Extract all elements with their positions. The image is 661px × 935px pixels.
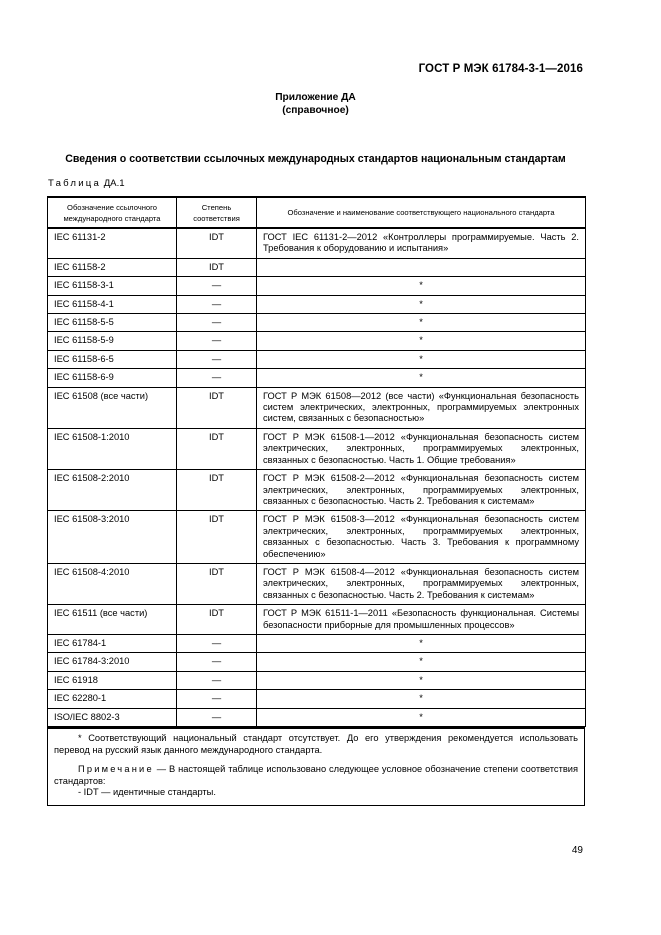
cell-national-standard: * bbox=[257, 690, 586, 708]
cell-international-standard: IEC 61158-3-1 bbox=[48, 277, 177, 295]
cell-international-standard: IEC 61158-2 bbox=[48, 258, 177, 276]
table-note bbox=[54, 764, 578, 787]
cell-international-standard: IEC 62280-1 bbox=[48, 690, 177, 708]
cell-degree: — bbox=[177, 653, 257, 671]
table-row bbox=[48, 332, 586, 350]
table-footer bbox=[47, 727, 585, 806]
table-row bbox=[48, 277, 586, 295]
header-international-standard: Обозначение ссылочного международного стандарта bbox=[48, 197, 177, 228]
table-row bbox=[48, 350, 586, 368]
table-row bbox=[48, 428, 586, 469]
table-label-word: Таблица bbox=[48, 178, 102, 189]
cell-degree: IDT bbox=[177, 605, 257, 635]
cell-national-standard: ГОСТ Р МЭК 61508—2012 (все части) «Функциональная безопасность систем электрических, электронных, программируемых электронных систем, связанных с безопасностью» bbox=[257, 387, 586, 428]
cell-international-standard: IEC 61918 bbox=[48, 671, 177, 689]
cell-national-standard: * bbox=[257, 332, 586, 350]
cell-degree: — bbox=[177, 708, 257, 726]
cell-national-standard: * bbox=[257, 277, 586, 295]
cell-degree: IDT bbox=[177, 428, 257, 469]
note-word: Примечание bbox=[78, 764, 154, 774]
table-header-row bbox=[48, 197, 586, 228]
cell-international-standard: IEC 61158-5-5 bbox=[48, 314, 177, 332]
cell-degree: — bbox=[177, 634, 257, 652]
table-row bbox=[48, 511, 586, 564]
cell-international-standard: IEC 61158-4-1 bbox=[48, 295, 177, 313]
table-row bbox=[48, 671, 586, 689]
table-row bbox=[48, 387, 586, 428]
cell-international-standard: IEC 61158-5-9 bbox=[48, 332, 177, 350]
table-row bbox=[48, 708, 586, 726]
cell-international-standard: IEC 61784-3:2010 bbox=[48, 653, 177, 671]
cell-degree: IDT bbox=[177, 228, 257, 258]
table-label bbox=[48, 178, 125, 189]
cell-national-standard: ГОСТ Р МЭК 61508-1—2012 «Функциональная безопасность систем электрических, электронных, программируемых электронных, связанных с безопасностью. Часть 1. Общие требования» bbox=[257, 428, 586, 469]
cell-national-standard: * bbox=[257, 295, 586, 313]
cell-international-standard: IEC 61131-2 bbox=[48, 228, 177, 258]
table-row bbox=[48, 690, 586, 708]
table-row bbox=[48, 634, 586, 652]
cell-national-standard: ГОСТ Р МЭК 61508-2—2012 «Функциональная безопасность систем электрических, электронных, программируемых электронных, связанных с безопасностью. Часть 2. Требования к системам» bbox=[257, 470, 586, 511]
cell-international-standard: IEC 61508-4:2010 bbox=[48, 563, 177, 604]
cell-national-standard bbox=[257, 258, 586, 276]
cell-international-standard: IEC 61511 (все части) bbox=[48, 605, 177, 635]
cell-degree: — bbox=[177, 332, 257, 350]
cell-degree: IDT bbox=[177, 387, 257, 428]
note-item: - IDT — идентичные стандарты. bbox=[78, 787, 216, 797]
correspondence-table bbox=[47, 196, 586, 727]
cell-degree: IDT bbox=[177, 511, 257, 564]
cell-national-standard: * bbox=[257, 653, 586, 671]
section-title: Сведения о соответствии ссылочных международных стандартов национальным стандартам bbox=[65, 153, 566, 165]
cell-international-standard: IEC 61158-6-5 bbox=[48, 350, 177, 368]
cell-degree: — bbox=[177, 690, 257, 708]
cell-international-standard: IEC 61508 (все части) bbox=[48, 387, 177, 428]
cell-degree: IDT bbox=[177, 563, 257, 604]
table-label-number: ДА.1 bbox=[103, 178, 125, 189]
cell-national-standard: * bbox=[257, 708, 586, 726]
cell-degree: IDT bbox=[177, 258, 257, 276]
document-code: ГОСТ Р МЭК 61784-3-1—2016 bbox=[418, 63, 583, 75]
cell-national-standard: ГОСТ IEC 61131-2—2012 «Контроллеры программируемые. Часть 2. Требования к оборудованию и испытания» bbox=[257, 228, 586, 258]
note-text: — В настоящей таблице использовано следующее условное обозначение степени соответствия стандартов: bbox=[54, 764, 578, 786]
cell-degree: — bbox=[177, 314, 257, 332]
cell-degree: — bbox=[177, 295, 257, 313]
page-number: 49 bbox=[571, 845, 583, 856]
cell-international-standard: IEC 61508-2:2010 bbox=[48, 470, 177, 511]
cell-international-standard: IEC 61508-1:2010 bbox=[48, 428, 177, 469]
correspondence-table-container bbox=[47, 196, 585, 806]
cell-national-standard: ГОСТ Р МЭК 61511-1—2011 «Безопасность функциональная. Системы безопасности приборные для промышленных процессов» bbox=[257, 605, 586, 635]
table-row bbox=[48, 314, 586, 332]
table-row bbox=[48, 295, 586, 313]
table-row bbox=[48, 258, 586, 276]
cell-national-standard: * bbox=[257, 369, 586, 387]
cell-national-standard: ГОСТ Р МЭК 61508-4—2012 «Функциональная безопасность систем электрических, электронных, программируемых электронных, связанных с безопасностью. Часть 2. Требования к системам» bbox=[257, 563, 586, 604]
cell-national-standard: * bbox=[257, 314, 586, 332]
cell-national-standard: * bbox=[257, 671, 586, 689]
cell-degree: — bbox=[177, 350, 257, 368]
cell-degree: — bbox=[177, 671, 257, 689]
cell-national-standard: ГОСТ Р МЭК 61508-3—2012 «Функциональная безопасность систем электрических, электронных, программируемых электронных, связанных с безопасностью. Часть 3. Требования к программному обеспечению» bbox=[257, 511, 586, 564]
table-row bbox=[48, 369, 586, 387]
table-row bbox=[48, 470, 586, 511]
header-national-standard: Обозначение и наименование соответствующего национального стандарта bbox=[257, 197, 586, 228]
table-row bbox=[48, 653, 586, 671]
cell-national-standard: * bbox=[257, 634, 586, 652]
annex-title: Приложение ДА bbox=[275, 92, 356, 103]
table-row bbox=[48, 228, 586, 258]
table-body bbox=[48, 228, 586, 727]
cell-degree: IDT bbox=[177, 470, 257, 511]
table-footnote: * Соответствующий национальный стандарт отсутствует. До его утверждения рекомендуется использовать перевод на русский язык данного международного стандарта. bbox=[54, 733, 578, 755]
cell-degree: — bbox=[177, 369, 257, 387]
cell-degree: — bbox=[177, 277, 257, 295]
table-row bbox=[48, 563, 586, 604]
annex-subtitle: (справочное) bbox=[282, 105, 349, 116]
table-row bbox=[48, 605, 586, 635]
cell-international-standard: IEC 61508-3:2010 bbox=[48, 511, 177, 564]
annex-heading bbox=[0, 91, 631, 117]
cell-international-standard: ISO/IEC 8802-3 bbox=[48, 708, 177, 726]
header-degree: Степень соответствия bbox=[177, 197, 257, 228]
cell-international-standard: IEC 61158-6-9 bbox=[48, 369, 177, 387]
cell-international-standard: IEC 61784-1 bbox=[48, 634, 177, 652]
cell-national-standard: * bbox=[257, 350, 586, 368]
